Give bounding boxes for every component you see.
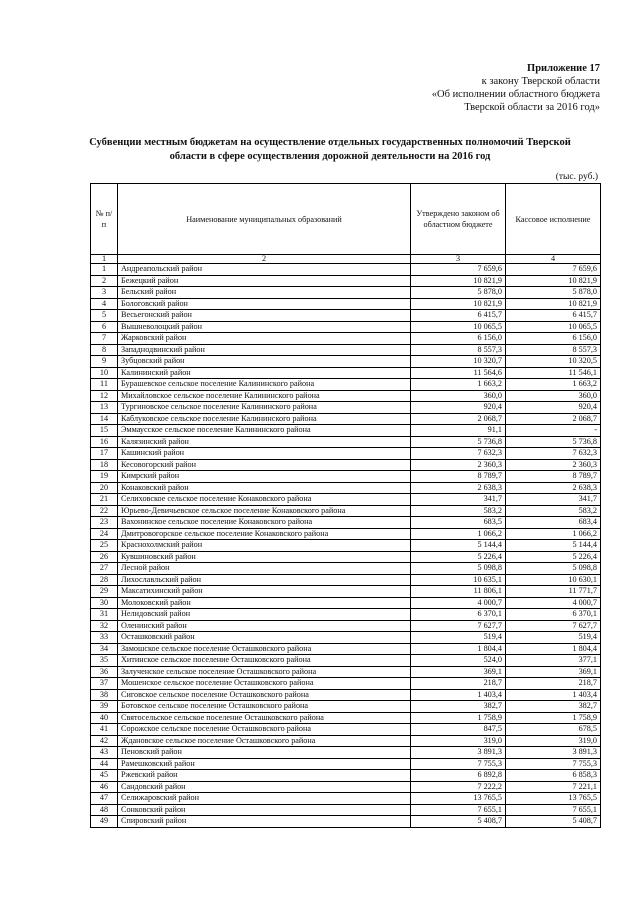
municipality-name: Тургиновское сельское поселение Калининского района bbox=[118, 402, 411, 414]
approved-amount: 683,5 bbox=[411, 517, 506, 529]
row-number: 42 bbox=[91, 735, 118, 747]
table-header-row bbox=[91, 184, 601, 255]
row-number: 32 bbox=[91, 620, 118, 632]
row-number: 6 bbox=[91, 321, 118, 333]
approved-amount: 3 891,3 bbox=[411, 747, 506, 759]
row-number: 33 bbox=[91, 632, 118, 644]
executed-amount: 7 755,3 bbox=[506, 758, 601, 770]
approved-amount: 360,0 bbox=[411, 390, 506, 402]
approved-amount: 5 226,4 bbox=[411, 551, 506, 563]
executed-amount: 2 360,3 bbox=[506, 459, 601, 471]
row-number: 9 bbox=[91, 356, 118, 368]
executed-amount: 2 638,3 bbox=[506, 482, 601, 494]
table-row bbox=[91, 379, 601, 391]
appendix-line-1: к закону Тверской области bbox=[481, 76, 600, 87]
approved-amount: 2 360,3 bbox=[411, 459, 506, 471]
municipality-name: Максатихинский район bbox=[118, 586, 411, 598]
approved-amount: 8 789,7 bbox=[411, 471, 506, 483]
approved-amount: 10 821,9 bbox=[411, 298, 506, 310]
approved-amount: 920,4 bbox=[411, 402, 506, 414]
table-row bbox=[91, 678, 601, 690]
row-number: 35 bbox=[91, 655, 118, 667]
table-row bbox=[91, 701, 601, 713]
table-row bbox=[91, 793, 601, 805]
executed-amount: 6 370,1 bbox=[506, 609, 601, 621]
approved-amount: 524,0 bbox=[411, 655, 506, 667]
column-number: 1 bbox=[91, 255, 118, 264]
municipality-name: Лесной район bbox=[118, 563, 411, 575]
executed-amount: 7 655,1 bbox=[506, 804, 601, 816]
municipality-name: Калининский район bbox=[118, 367, 411, 379]
municipality-name: Кашинский район bbox=[118, 448, 411, 460]
executed-amount: 3 891,3 bbox=[506, 747, 601, 759]
row-number: 19 bbox=[91, 471, 118, 483]
row-number: 8 bbox=[91, 344, 118, 356]
column-number: 3 bbox=[411, 255, 506, 264]
table-row bbox=[91, 781, 601, 793]
approved-amount: 847,5 bbox=[411, 724, 506, 736]
table-row bbox=[91, 264, 601, 276]
approved-amount: 1 758,9 bbox=[411, 712, 506, 724]
executed-amount: 382,7 bbox=[506, 701, 601, 713]
row-number: 48 bbox=[91, 804, 118, 816]
table-row bbox=[91, 402, 601, 414]
municipality-name: Нелидовский район bbox=[118, 609, 411, 621]
municipality-name: Сандовский район bbox=[118, 781, 411, 793]
appendix-header bbox=[432, 62, 600, 114]
approved-amount: 1 403,4 bbox=[411, 689, 506, 701]
executed-amount: 5 098,8 bbox=[506, 563, 601, 575]
row-number: 10 bbox=[91, 367, 118, 379]
table-row bbox=[91, 356, 601, 368]
approved-amount: 6 370,1 bbox=[411, 609, 506, 621]
table-row bbox=[91, 770, 601, 782]
municipality-name: Дмитровогорское сельское поселение Конаковского района bbox=[118, 528, 411, 540]
table-row bbox=[91, 287, 601, 299]
table-row bbox=[91, 344, 601, 356]
municipality-name: Бологовский район bbox=[118, 298, 411, 310]
municipality-name: Залученское сельское поселение Осташковского района bbox=[118, 666, 411, 678]
municipality-name: Сорожское сельское поселение Осташковского района bbox=[118, 724, 411, 736]
approved-amount: 7 222,2 bbox=[411, 781, 506, 793]
municipality-name: Селиховское сельское поселение Конаковского района bbox=[118, 494, 411, 506]
row-number: 3 bbox=[91, 287, 118, 299]
municipality-name: Бельский район bbox=[118, 287, 411, 299]
table-row bbox=[91, 758, 601, 770]
executed-amount: 7 627,7 bbox=[506, 620, 601, 632]
table-row bbox=[91, 747, 601, 759]
column-number: 2 bbox=[118, 255, 411, 264]
table-row bbox=[91, 609, 601, 621]
appendix-line-2: «Об исполнении областного бюджета bbox=[431, 89, 600, 100]
municipality-name: Кувшиновский район bbox=[118, 551, 411, 563]
executed-amount: 2 068,7 bbox=[506, 413, 601, 425]
approved-amount: 91,1 bbox=[411, 425, 506, 437]
row-number: 25 bbox=[91, 540, 118, 552]
row-number: 39 bbox=[91, 701, 118, 713]
table-row bbox=[91, 321, 601, 333]
table-row bbox=[91, 436, 601, 448]
table-row bbox=[91, 333, 601, 345]
row-number: 49 bbox=[91, 816, 118, 828]
municipality-name: Бежецкий район bbox=[118, 275, 411, 287]
table-row bbox=[91, 597, 601, 609]
row-number: 14 bbox=[91, 413, 118, 425]
municipality-name: Вышневолоцкий район bbox=[118, 321, 411, 333]
approved-amount: 2 068,7 bbox=[411, 413, 506, 425]
table-row bbox=[91, 586, 601, 598]
row-number: 18 bbox=[91, 459, 118, 471]
row-number: 30 bbox=[91, 597, 118, 609]
executed-amount: 1 663,2 bbox=[506, 379, 601, 391]
approved-amount: 13 765,5 bbox=[411, 793, 506, 805]
municipality-name: Юрьево-Девичьевское сельское поселение Конаковского района bbox=[118, 505, 411, 517]
row-number: 4 bbox=[91, 298, 118, 310]
table-row bbox=[91, 298, 601, 310]
row-number: 23 bbox=[91, 517, 118, 529]
municipality-name: Кимрский район bbox=[118, 471, 411, 483]
row-number: 13 bbox=[91, 402, 118, 414]
municipality-name: Хитинское сельское поселение Осташковского района bbox=[118, 655, 411, 667]
table-row bbox=[91, 574, 601, 586]
row-number: 12 bbox=[91, 390, 118, 402]
approved-amount: 1 804,4 bbox=[411, 643, 506, 655]
executed-amount: 13 765,5 bbox=[506, 793, 601, 805]
municipality-name: Осташковский район bbox=[118, 632, 411, 644]
table-row bbox=[91, 390, 601, 402]
executed-amount: 360,0 bbox=[506, 390, 601, 402]
municipality-name: Замошское сельское поселение Осташковского района bbox=[118, 643, 411, 655]
row-number: 37 bbox=[91, 678, 118, 690]
municipality-name: Святосельское сельское поселение Осташковского района bbox=[118, 712, 411, 724]
table-row bbox=[91, 643, 601, 655]
approved-amount: 6 156,0 bbox=[411, 333, 506, 345]
row-number: 47 bbox=[91, 793, 118, 805]
municipality-name: Молоковский район bbox=[118, 597, 411, 609]
executed-amount: 377,1 bbox=[506, 655, 601, 667]
table-row bbox=[91, 620, 601, 632]
executed-amount: 6 156,0 bbox=[506, 333, 601, 345]
table-row bbox=[91, 712, 601, 724]
executed-amount: 5 736,8 bbox=[506, 436, 601, 448]
table-row bbox=[91, 563, 601, 575]
row-number: 7 bbox=[91, 333, 118, 345]
municipality-name: Сиговское сельское поселение Осташковского района bbox=[118, 689, 411, 701]
table-row bbox=[91, 655, 601, 667]
executed-amount: 583,2 bbox=[506, 505, 601, 517]
document-title-line-2: области в сфере осуществления дорожной деятельности на 2016 год bbox=[169, 150, 491, 162]
row-number: 46 bbox=[91, 781, 118, 793]
row-number: 27 bbox=[91, 563, 118, 575]
approved-amount: 10 320,7 bbox=[411, 356, 506, 368]
table-row bbox=[91, 689, 601, 701]
row-number: 21 bbox=[91, 494, 118, 506]
unit-label: (тыс. руб.) bbox=[555, 172, 598, 182]
approved-amount: 7 659,6 bbox=[411, 264, 506, 276]
executed-amount: 369,1 bbox=[506, 666, 601, 678]
executed-amount: 6 858,3 bbox=[506, 770, 601, 782]
approved-amount: 218,7 bbox=[411, 678, 506, 690]
row-number: 38 bbox=[91, 689, 118, 701]
table-row bbox=[91, 425, 601, 437]
approved-amount: 583,2 bbox=[411, 505, 506, 517]
executed-amount: 5 408,7 bbox=[506, 816, 601, 828]
approved-amount: 7 627,7 bbox=[411, 620, 506, 632]
executed-amount: 1 804,4 bbox=[506, 643, 601, 655]
row-number: 45 bbox=[91, 770, 118, 782]
row-number: 44 bbox=[91, 758, 118, 770]
table-row bbox=[91, 413, 601, 425]
approved-amount: 382,7 bbox=[411, 701, 506, 713]
column-header-number: № п/п bbox=[91, 184, 118, 255]
executed-amount: 5 878,0 bbox=[506, 287, 601, 299]
table-row bbox=[91, 367, 601, 379]
executed-amount: 10 630,1 bbox=[506, 574, 601, 586]
column-numbers-row bbox=[91, 255, 601, 264]
column-header-executed: Кассовое исполнение bbox=[506, 184, 601, 255]
column-header-approved: Утверждено законом об областном бюджете bbox=[411, 184, 506, 255]
table-row bbox=[91, 482, 601, 494]
table-row bbox=[91, 459, 601, 471]
table-row bbox=[91, 494, 601, 506]
executed-amount: 1 066,2 bbox=[506, 528, 601, 540]
approved-amount: 1 066,2 bbox=[411, 528, 506, 540]
row-number: 22 bbox=[91, 505, 118, 517]
table-row bbox=[91, 528, 601, 540]
approved-amount: 1 663,2 bbox=[411, 379, 506, 391]
executed-amount: 8 557,3 bbox=[506, 344, 601, 356]
municipality-name: Михайловское сельское поселение Калининского района bbox=[118, 390, 411, 402]
approved-amount: 5 144,4 bbox=[411, 540, 506, 552]
municipality-name: Вахонинское сельское поселение Конаковского района bbox=[118, 517, 411, 529]
executed-amount: 4 000,7 bbox=[506, 597, 601, 609]
executed-amount: 7 221,1 bbox=[506, 781, 601, 793]
approved-amount: 10 635,1 bbox=[411, 574, 506, 586]
approved-amount: 4 000,7 bbox=[411, 597, 506, 609]
table-row bbox=[91, 632, 601, 644]
executed-amount: 319,0 bbox=[506, 735, 601, 747]
executed-amount: 519,4 bbox=[506, 632, 601, 644]
row-number: 11 bbox=[91, 379, 118, 391]
executed-amount: 218,7 bbox=[506, 678, 601, 690]
executed-amount: 10 821,9 bbox=[506, 298, 601, 310]
approved-amount: 6 415,7 bbox=[411, 310, 506, 322]
executed-amount: 1 758,9 bbox=[506, 712, 601, 724]
approved-amount: 369,1 bbox=[411, 666, 506, 678]
row-number: 17 bbox=[91, 448, 118, 460]
row-number: 41 bbox=[91, 724, 118, 736]
row-number: 29 bbox=[91, 586, 118, 598]
executed-amount: 11 771,7 bbox=[506, 586, 601, 598]
approved-amount: 5 098,8 bbox=[411, 563, 506, 575]
table-row bbox=[91, 735, 601, 747]
executed-amount: 11 546,1 bbox=[506, 367, 601, 379]
municipality-name: Бурашевское сельское поселение Калининского района bbox=[118, 379, 411, 391]
table-row bbox=[91, 310, 601, 322]
municipality-name: Конаковский район bbox=[118, 482, 411, 494]
document-title bbox=[60, 136, 600, 163]
executed-amount: 7 632,3 bbox=[506, 448, 601, 460]
approved-amount: 5 408,7 bbox=[411, 816, 506, 828]
municipality-name: Спировский район bbox=[118, 816, 411, 828]
approved-amount: 319,0 bbox=[411, 735, 506, 747]
municipality-name: Весьегонский район bbox=[118, 310, 411, 322]
table-row bbox=[91, 517, 601, 529]
column-header-name: Наименование муниципальных образований bbox=[118, 184, 411, 255]
appendix-line-3: Тверской области за 2016 год» bbox=[464, 102, 600, 113]
approved-amount: 7 655,1 bbox=[411, 804, 506, 816]
executed-amount: 10 821,9 bbox=[506, 275, 601, 287]
executed-amount: 8 789,7 bbox=[506, 471, 601, 483]
municipality-name: Зубцовский район bbox=[118, 356, 411, 368]
table-row bbox=[91, 505, 601, 517]
approved-amount: 10 821,9 bbox=[411, 275, 506, 287]
executed-amount: 920,4 bbox=[506, 402, 601, 414]
row-number: 43 bbox=[91, 747, 118, 759]
approved-amount: 5 736,8 bbox=[411, 436, 506, 448]
approved-amount: 6 892,8 bbox=[411, 770, 506, 782]
approved-amount: 11 806,1 bbox=[411, 586, 506, 598]
row-number: 34 bbox=[91, 643, 118, 655]
municipality-name: Сонковский район bbox=[118, 804, 411, 816]
executed-amount: - bbox=[506, 425, 601, 437]
approved-amount: 10 065,5 bbox=[411, 321, 506, 333]
approved-amount: 11 564,6 bbox=[411, 367, 506, 379]
municipality-name: Рамешковский район bbox=[118, 758, 411, 770]
executed-amount: 7 659,6 bbox=[506, 264, 601, 276]
approved-amount: 7 632,3 bbox=[411, 448, 506, 460]
executed-amount: 341,7 bbox=[506, 494, 601, 506]
table-row bbox=[91, 551, 601, 563]
row-number: 40 bbox=[91, 712, 118, 724]
municipality-name: Мошенское сельское поселение Осташковского района bbox=[118, 678, 411, 690]
row-number: 24 bbox=[91, 528, 118, 540]
approved-amount: 2 638,3 bbox=[411, 482, 506, 494]
municipality-name: Западнодвинский район bbox=[118, 344, 411, 356]
municipality-name: Лихославльский район bbox=[118, 574, 411, 586]
executed-amount: 6 415,7 bbox=[506, 310, 601, 322]
table-row bbox=[91, 816, 601, 828]
table-row bbox=[91, 448, 601, 460]
subventions-table bbox=[90, 183, 601, 828]
row-number: 1 bbox=[91, 264, 118, 276]
municipality-name: Андреапольский район bbox=[118, 264, 411, 276]
approved-amount: 341,7 bbox=[411, 494, 506, 506]
municipality-name: Жарковский район bbox=[118, 333, 411, 345]
table-row bbox=[91, 540, 601, 552]
row-number: 26 bbox=[91, 551, 118, 563]
municipality-name: Оленинский район bbox=[118, 620, 411, 632]
table-row bbox=[91, 724, 601, 736]
document-title-line-1: Субвенции местным бюджетам на осуществление отдельных государственных полномочий Тверской bbox=[89, 137, 571, 148]
executed-amount: 678,5 bbox=[506, 724, 601, 736]
executed-amount: 1 403,4 bbox=[506, 689, 601, 701]
executed-amount: 5 144,4 bbox=[506, 540, 601, 552]
approved-amount: 7 755,3 bbox=[411, 758, 506, 770]
municipality-name: Ждановское сельское поселение Осташковского района bbox=[118, 735, 411, 747]
row-number: 28 bbox=[91, 574, 118, 586]
municipality-name: Селижаровский район bbox=[118, 793, 411, 805]
municipality-name: Пеновский район bbox=[118, 747, 411, 759]
executed-amount: 5 226,4 bbox=[506, 551, 601, 563]
appendix-title: Приложение 17 bbox=[527, 63, 600, 74]
table-row bbox=[91, 275, 601, 287]
approved-amount: 8 557,3 bbox=[411, 344, 506, 356]
municipality-name: Ботовское сельское поселение Осташковского района bbox=[118, 701, 411, 713]
table-row bbox=[91, 471, 601, 483]
municipality-name: Калязинский район bbox=[118, 436, 411, 448]
row-number: 5 bbox=[91, 310, 118, 322]
column-number: 4 bbox=[506, 255, 601, 264]
executed-amount: 10 320,5 bbox=[506, 356, 601, 368]
row-number: 31 bbox=[91, 609, 118, 621]
row-number: 15 bbox=[91, 425, 118, 437]
approved-amount: 519,4 bbox=[411, 632, 506, 644]
row-number: 16 bbox=[91, 436, 118, 448]
municipality-name: Эммаусское сельское поселение Калининского района bbox=[118, 425, 411, 437]
table-row bbox=[91, 804, 601, 816]
municipality-name: Краснохолмский район bbox=[118, 540, 411, 552]
row-number: 36 bbox=[91, 666, 118, 678]
municipality-name: Ржевский район bbox=[118, 770, 411, 782]
executed-amount: 10 065,5 bbox=[506, 321, 601, 333]
executed-amount: 683,4 bbox=[506, 517, 601, 529]
table-row bbox=[91, 666, 601, 678]
row-number: 2 bbox=[91, 275, 118, 287]
municipality-name: Каблуковское сельское поселение Калининского района bbox=[118, 413, 411, 425]
municipality-name: Кесовогорский район bbox=[118, 459, 411, 471]
approved-amount: 5 878,0 bbox=[411, 287, 506, 299]
row-number: 20 bbox=[91, 482, 118, 494]
